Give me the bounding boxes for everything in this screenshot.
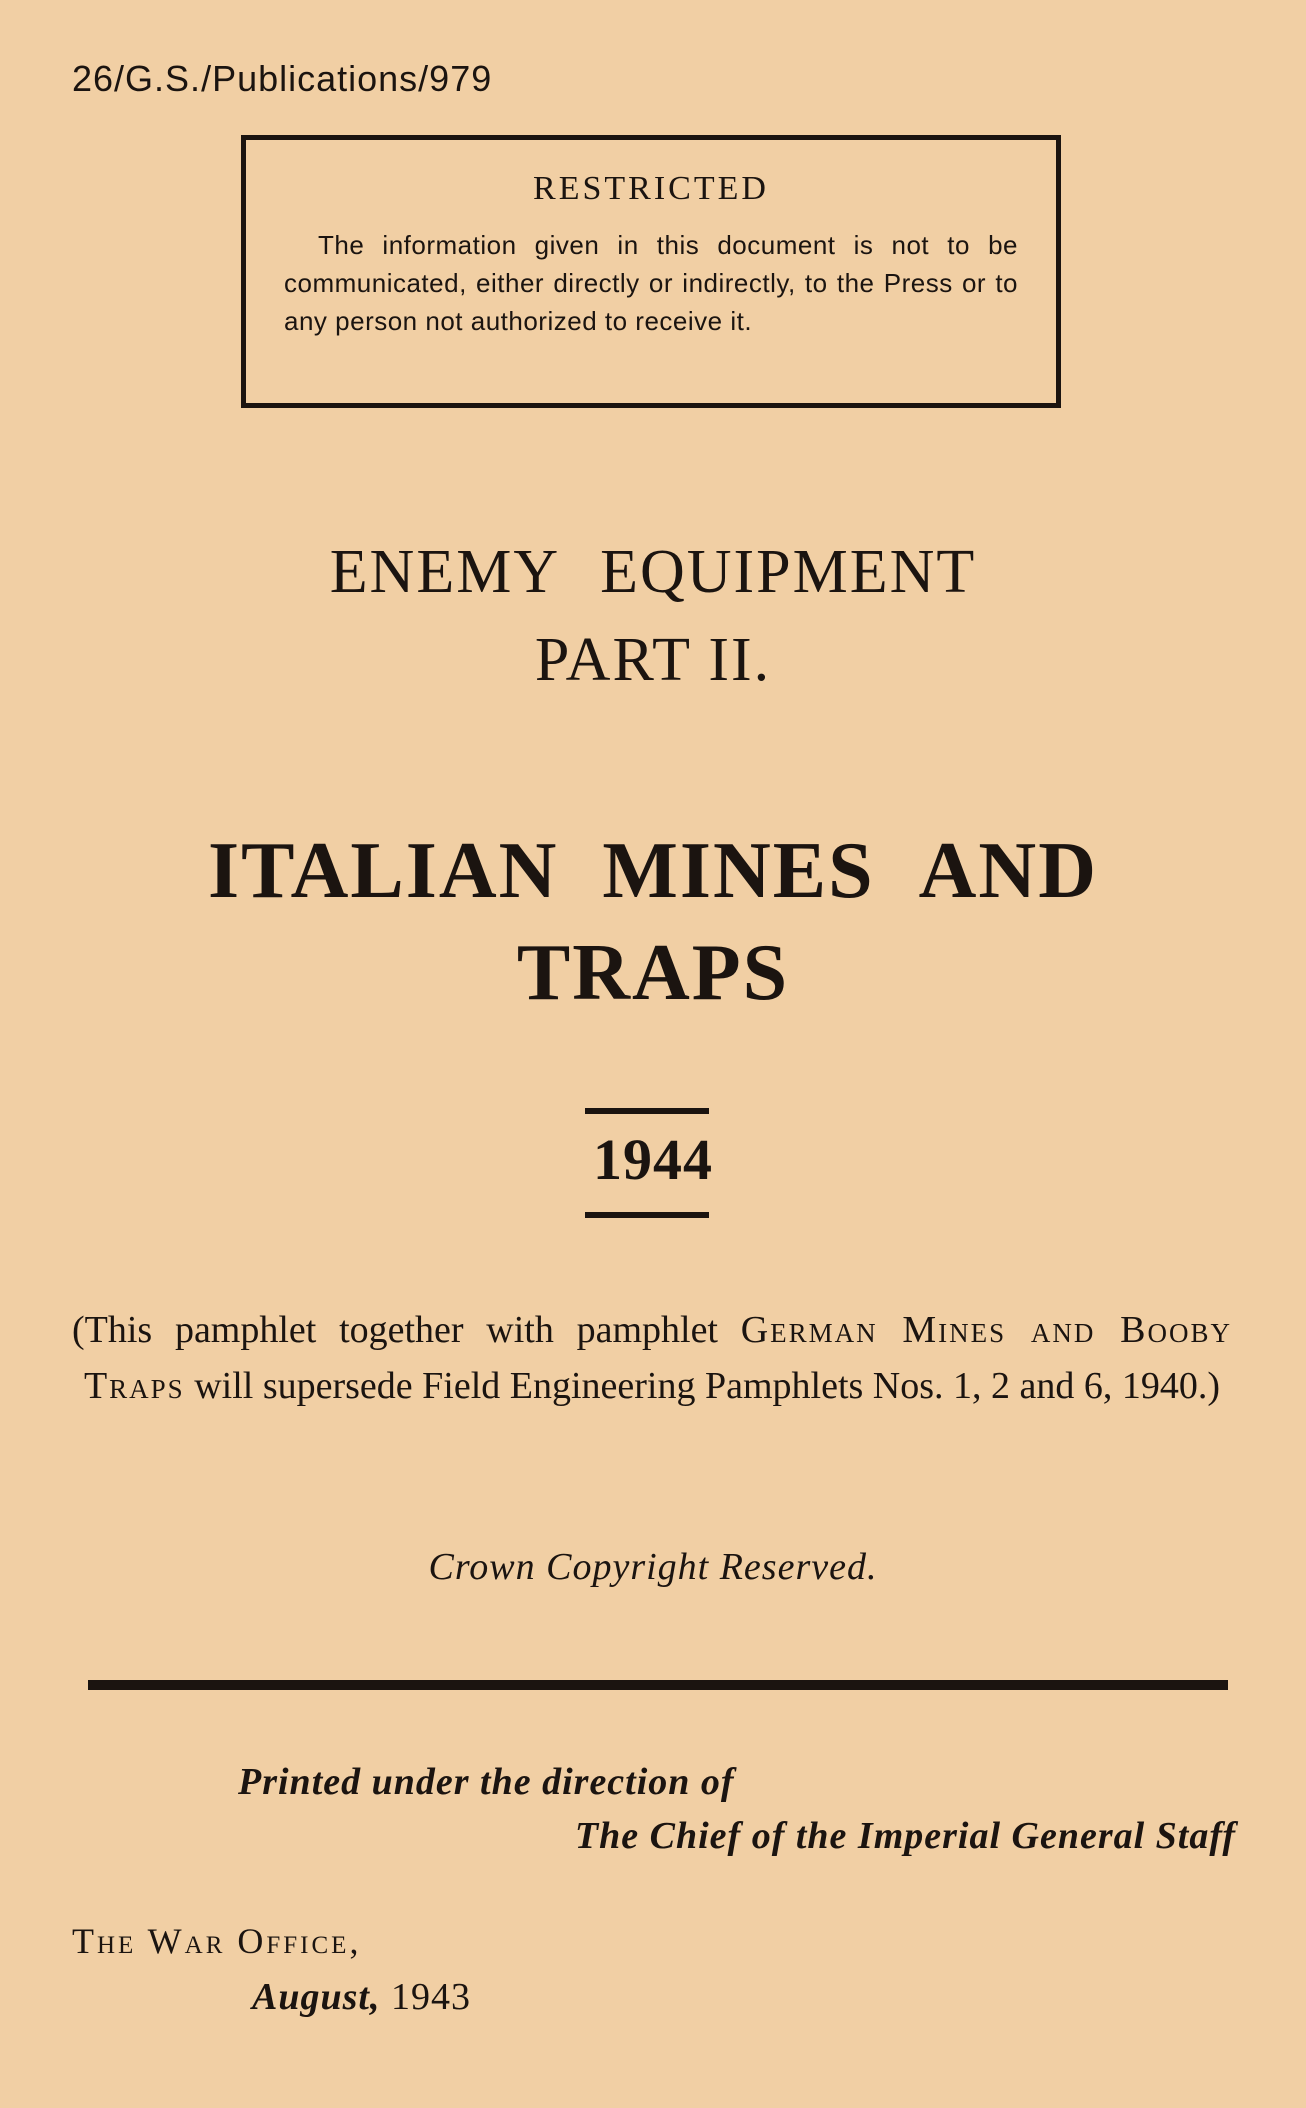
year-rule-bottom: [585, 1212, 709, 1218]
series-title-word-1: ENEMY: [329, 538, 561, 606]
copyright-line: Crown Copyright Reserved.: [428, 1546, 878, 1588]
issuing-office: The War Office,: [72, 1921, 362, 1961]
main-title-word-1: ITALIAN: [208, 827, 559, 915]
main-title: [0, 820, 1306, 1024]
issue-year: 1943: [390, 1976, 471, 2018]
german-pamphlet-title: German Mines and Booby Traps: [83, 1309, 1232, 1407]
main-title-line-2: TRAPS: [516, 929, 790, 1017]
notice-part-1: (This pamphlet together with pamphlet: [72, 1309, 741, 1351]
publication-reference: 26/G.S./Publications/979: [72, 58, 493, 99]
main-title-word-3: AND: [918, 827, 1098, 915]
supersede-notice: [72, 1302, 1232, 1414]
printed-line-2: The Chief of the Imperial General Staff: [574, 1815, 1236, 1857]
publication-year: 1944: [593, 1127, 713, 1192]
series-title: [0, 528, 1306, 704]
issue-month: August,: [252, 1976, 381, 2018]
restricted-text: The information given in this document is not to be communicated, either directly or indirectly, to the Press or to any person not authorized to receive it.: [284, 230, 1018, 336]
printed-line-1: Printed under the direction of: [238, 1761, 735, 1803]
series-title-word-2: EQUIPMENT: [600, 538, 977, 606]
main-title-word-2: MINES: [602, 827, 875, 915]
notice-part-2: will supersede Field Engineering Pamphlets Nos. 1, 2 and 6, 1940.): [184, 1365, 1221, 1407]
restricted-notice-box: [241, 135, 1061, 408]
issue-date: [252, 1975, 471, 2019]
part-label: PART II.: [534, 626, 772, 694]
year-rule-top: [585, 1108, 709, 1114]
restricted-title: RESTRICTED: [533, 170, 769, 207]
divider-rule: [88, 1680, 1228, 1690]
